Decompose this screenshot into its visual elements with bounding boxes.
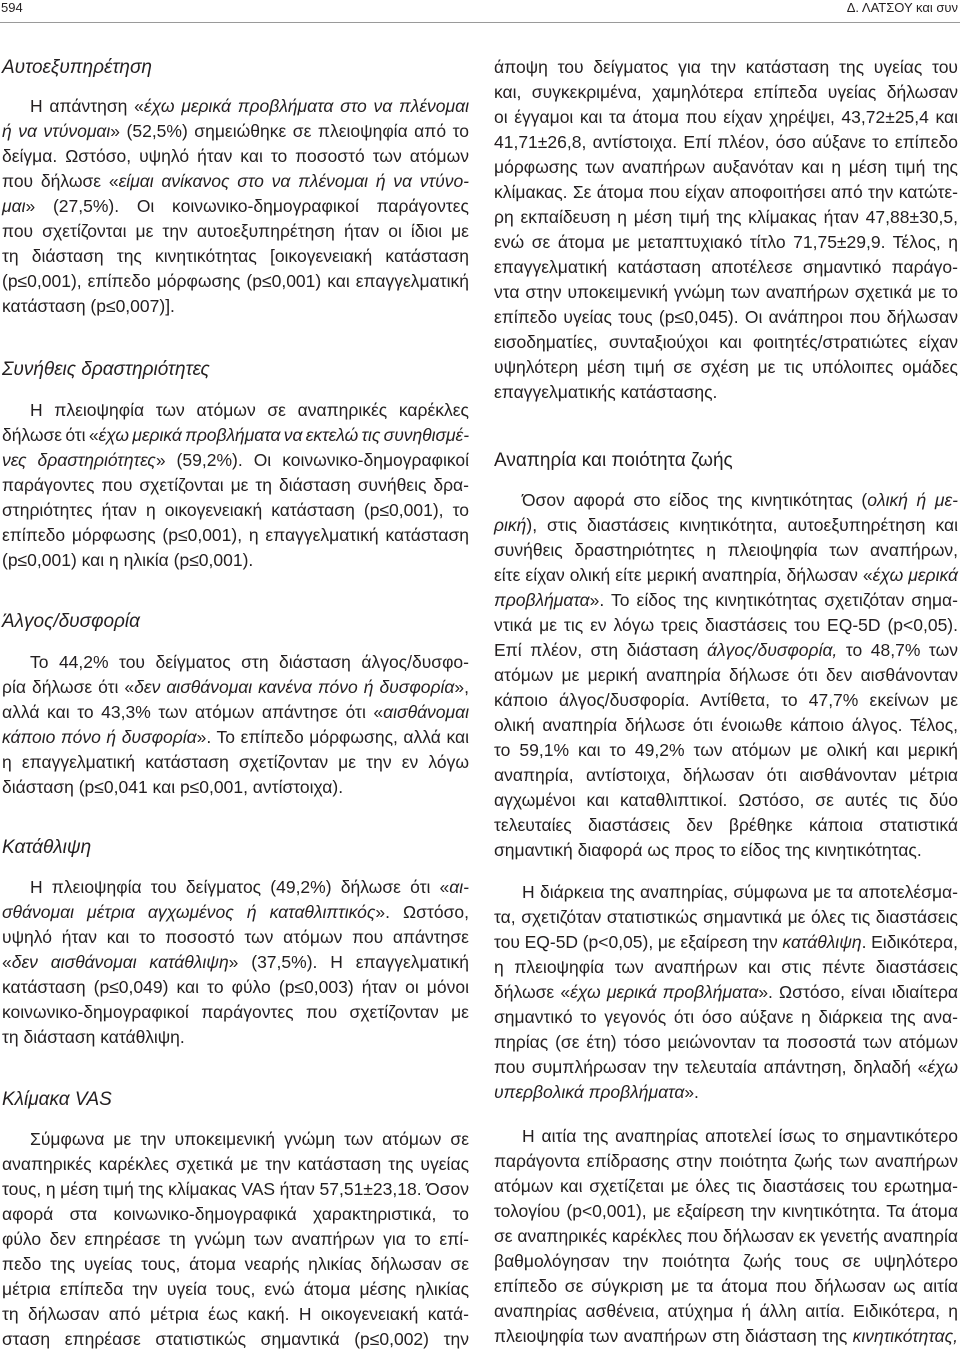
section-heading-disability-quality-of-life: Αναπηρία και ποιότητα ζωής — [494, 450, 733, 471]
line-text: συνήθεις δραστηριότητες η πλειοψηφία των αναπήρων, — [494, 540, 958, 560]
line-text: επίπεδο μόρφωσης (p≤0,001), η επαγγελματική κατάσταση — [2, 525, 469, 545]
line-text: σημαντικό το γεγονός ότι όσο αύξανε η διάρκεια της ανα- — [494, 1007, 958, 1027]
paragraph-vas-continuation — [494, 55, 958, 405]
line-text: εισοδηματίες, συνταξιούχοι και φοιτητές/στρατιώτες είχαν — [494, 332, 958, 352]
section-heading-depression: Κατάθλιψη — [2, 837, 92, 858]
line-text: πηρίας (σε έτη) τόσο μειώνονταν τα ποσοστά των ατόμων — [494, 1032, 958, 1052]
page-number: 594 — [1, 0, 23, 15]
text-line — [494, 1174, 958, 1199]
text-line — [2, 1202, 469, 1227]
text-line — [494, 513, 958, 538]
text-line — [2, 219, 469, 244]
line-text: μέτρια επίπεδα την υγεία τους, ενώ άτομα μέσης ηλικίας — [2, 1279, 469, 1299]
line-text: βαθμολόγησαν την ποιότητα ζωής τους σε υψηλότερο — [494, 1251, 958, 1271]
line-text: επαγγελματική κατάσταση αποτέλεσε σημαντικό παράγο- — [494, 257, 958, 277]
line-text: αλλά και το 43,3% των ατόμων απάντησε ότι «αισθάνομαι — [2, 702, 469, 722]
text-line — [2, 750, 469, 775]
text-line — [2, 775, 469, 800]
section-heading-usual-activities: Συνήθεις δραστηριότητες — [2, 359, 210, 380]
line-text: ρη εκπαίδευση η μέση τιμή της κλίμακας ήταν 47,88±30,5, — [494, 207, 958, 227]
text-line — [2, 875, 469, 900]
line-text: κατάσταση (p≤0,007)]. — [2, 296, 175, 316]
text-line — [494, 105, 958, 130]
line-text: τελευταίες διαστάσεις δεν βρέθηκε κάποια στατιστικά — [494, 815, 958, 835]
text-line — [494, 155, 958, 180]
section-heading-vas-scale: Κλίμακα VAS — [2, 1089, 112, 1110]
text-line — [494, 663, 958, 688]
line-text: νες δραστηριότητες» (59,2%). Οι κοινωνικο-δημογραφικοί — [2, 450, 470, 470]
text-line — [2, 1302, 469, 1327]
paragraph-disability-cause — [494, 1124, 958, 1349]
text-line — [494, 563, 958, 588]
line-text: επαγγελματικής κατάστασης. — [494, 382, 718, 402]
line-text: Το 44,2% του δείγματος στη διάσταση άλγος/δυσφο- — [30, 652, 469, 672]
text-line — [494, 1249, 958, 1274]
section-heading-self-care: Αυτοεξυπηρέτηση — [2, 57, 152, 78]
emphasis-text: ρική — [494, 515, 527, 535]
text-line — [494, 1324, 958, 1349]
line-text: ντα στην υποκειμενική γνώμη των αναπήρων σχετικά με το — [494, 282, 958, 302]
text-line — [494, 763, 958, 788]
emphasis-text: αι- — [449, 877, 469, 897]
emphasis-text: μαι — [2, 196, 26, 216]
text-line — [494, 738, 958, 763]
text-line — [2, 1277, 469, 1302]
text-line — [2, 1025, 469, 1050]
line-text: το 59,1% και το 49,2% των ατόμων με ολική και μερική — [494, 740, 958, 760]
line-text: είτε είχαν ολική είτε μερική αναπηρία, δήλωσαν «έχω μερικά — [494, 565, 958, 585]
text-line — [494, 638, 958, 663]
text-line — [494, 955, 958, 980]
line-text: παράγοντα επίδρασης στην ποιότητα ζωής των αναπήρων — [494, 1151, 958, 1171]
text-line — [494, 838, 958, 863]
text-line — [2, 94, 469, 119]
line-text: προβλήματα». Το είδος της κινητικότητας σχετιζόταν σημα- — [494, 590, 958, 610]
paragraph-self-care — [2, 94, 469, 319]
text-line — [2, 498, 469, 523]
line-text: 41,71±26,8, αντίστοιχα. Επί πλέον, όσο αύξανε το επίπεδο — [494, 132, 958, 152]
text-line — [494, 713, 958, 738]
emphasis-text: έχω μερικά προβλήματα στο να πλένομαι — [143, 96, 469, 116]
text-line — [494, 1274, 958, 1299]
emphasis-text: προβλήματα — [494, 590, 590, 610]
text-line — [494, 1224, 958, 1249]
text-line — [494, 980, 958, 1005]
text-line — [494, 180, 958, 205]
text-line — [2, 925, 469, 950]
emphasis-text: κάποιο πόνο ή δυσφορία — [2, 727, 197, 747]
line-text: πεδο της υγείας τους, άτομα νεαρής ηλικίας δήλωσαν σε — [2, 1254, 469, 1274]
text-line — [494, 355, 958, 380]
emphasis-text: κατάθλιψη — [782, 932, 862, 952]
line-text: ρία δήλωσε ότι «δεν αισθάνομαι κανένα πόνο ή δυσφορία», — [2, 677, 469, 697]
line-text: τα, σχετιζόταν στατιστικώς σημαντικά με όλες τις διαστάσεις — [494, 907, 958, 927]
paragraph-mobility-type — [494, 488, 958, 863]
text-line — [2, 700, 469, 725]
line-text: Επί πλέον, στη διάσταση άλγος/δυσφορία, το 48,7% των — [494, 640, 958, 660]
text-line — [494, 1080, 958, 1105]
text-line — [494, 588, 958, 613]
line-text: κλίμακας. Σε άτομα που είχαν αποφοιτήσει από την κατώτε- — [494, 182, 958, 202]
line-text: τη δήλωσαν από μέτρια έως κακή. Η οικογενειακή κατά- — [2, 1304, 469, 1324]
emphasis-text: άλγος/δυσφορία, — [707, 640, 838, 660]
text-line — [494, 880, 958, 905]
line-text: που συμπλήρωσαν την τελευταία απάντηση, δηλαδή «έχω — [494, 1057, 958, 1077]
line-text: ρική), στις διαστάσεις κινητικότητα, αυτοεξυπηρέτηση και — [494, 515, 958, 535]
line-text: αναπηρία, αντίστοιχα, δήλωσαν ότι αισθάνονταν μέτρια — [494, 765, 958, 785]
text-line — [494, 1005, 958, 1030]
paragraph-vas-scale — [2, 1127, 469, 1352]
text-line — [2, 1152, 469, 1177]
emphasis-text: έχω — [927, 1057, 958, 1077]
line-text: και, συγκεκριμένα, χαμηλότερα επίπεδα υγείας δήλωσαν — [494, 82, 958, 102]
text-line — [2, 1327, 469, 1352]
emphasis-text: έχω μερικά — [872, 565, 958, 585]
line-text: υψηλότερη μέση τιμή σε σχέση με τις υπόλοιπες ομάδες — [494, 357, 958, 377]
text-line — [494, 330, 958, 355]
text-line — [494, 688, 958, 713]
text-line — [2, 398, 469, 423]
line-text: ατόμων και σχετίζεται με όλες τις διαστάσεις του ερωτημα- — [494, 1176, 958, 1196]
line-text: φύλο δεν επηρέασε τη γνώμη των αναπήρων για το επί- — [2, 1229, 469, 1249]
text-line — [2, 473, 469, 498]
line-text: κάποιο πόνο ή δυσφορία». Το επίπεδο μόρφωσης, αλλά και — [2, 727, 470, 747]
line-text: (p≤0,001) και η ηλικία (p≤0,001). — [2, 550, 254, 570]
text-line — [2, 119, 469, 144]
text-line — [494, 55, 958, 80]
emphasis-text: σθάνομαι μέτρια αγχωμένος ή καταθλιπτικός — [2, 902, 376, 922]
section-heading-pain-discomfort: Άλγος/δυσφορία — [2, 611, 140, 632]
line-text: ολική αναπηρία δήλωσε ότι ένοιωθε κάποιο άλγος. Τέλος, — [494, 715, 958, 735]
line-text: μαι» (27,5%). Οι κοινωνικο-δημογραφικοί παράγοντες — [2, 196, 469, 216]
line-text: Η διάρκεια της αναπηρίας, σύμφωνα με τα αποτελέσμα- — [522, 882, 958, 902]
line-text: που δήλωσε «είμαι ανίκανος στο να πλένομαι ή να ντύνο- — [2, 171, 470, 191]
line-text: (p≤0,001), επίπεδο μόρφωσης (p≤0,001) και επαγγελματική — [2, 271, 469, 291]
text-line — [2, 244, 469, 269]
text-line — [2, 725, 469, 750]
text-line — [2, 548, 469, 573]
text-line — [494, 488, 958, 513]
line-text: επίπεδο σε σύγκριση με τα άτομα που δήλωσαν ως αιτία — [494, 1276, 958, 1296]
text-line — [494, 205, 958, 230]
text-line — [494, 538, 958, 563]
emphasis-text: είμαι ανίκανος στο να πλένομαι ή να ντύνο- — [118, 171, 470, 191]
text-line — [2, 169, 469, 194]
text-line — [494, 130, 958, 155]
emphasis-text: δεν αισθάνομαι κατάθλιψη — [11, 952, 229, 972]
emphasis-text: αισθάνομαι — [383, 702, 469, 722]
line-text: αγχωμένοι και καταθλιπτικοί. Ωστόσο, σε αυτές τις δύο — [494, 790, 958, 810]
line-text: μόρφωσης των αναπήρων αυξανόταν και η μέση τιμή της — [494, 157, 958, 177]
line-text: άποψη του δείγματος για την κατάσταση της υγείας του — [494, 57, 958, 77]
text-line — [2, 1227, 469, 1252]
text-line — [494, 1299, 958, 1324]
text-line — [494, 1124, 958, 1149]
line-text: αναπηρικές καρέκλες σχετικά με την κατάσταση της υγείας — [2, 1154, 469, 1174]
line-text: Η απάντηση «έχω μερικά προβλήματα στο να πλένομαι — [30, 96, 469, 116]
text-line — [494, 1149, 958, 1174]
emphasis-text: ή να ντύνομαι — [2, 121, 111, 141]
emphasis-text: νες δραστηριότητες — [2, 450, 156, 470]
text-line — [494, 613, 958, 638]
text-line — [2, 1252, 469, 1277]
paragraph-pain-discomfort — [2, 650, 469, 800]
text-line — [494, 930, 958, 955]
line-text: οι έγγαμοι και τα άτομα που είχαν χηρέψει, 43,72±25,4 και — [494, 107, 958, 127]
text-line — [494, 1199, 958, 1224]
text-line — [494, 380, 958, 405]
text-line — [494, 1055, 958, 1080]
line-text: σθάνομαι μέτρια αγχωμένος ή καταθλιπτικός». Ωστόσο, — [2, 902, 469, 922]
line-text: αφορά στα κοινωνικο-δημογραφικά χαρακτηριστικά, το — [2, 1204, 469, 1224]
line-text: τη διάσταση κατάθλιψη. — [2, 1027, 185, 1047]
emphasis-text: έχω μερικά προβλήματα — [570, 982, 759, 1002]
line-text: διάσταση (p≤0,041 και p≤0,001, αντίστοιχα). — [2, 777, 344, 797]
line-text: ντικά με τις εν λόγω τρεις διαστάσεις του EQ-5D (p<0,05). — [494, 615, 958, 635]
line-text: που σχετίζονται με την αυτοεξυπηρέτηση ήταν οι ίδιοι με — [2, 221, 469, 241]
line-text: σταση επηρέασε στατιστικώς σημαντικά (p≤0,002) την — [2, 1329, 469, 1349]
text-line — [494, 905, 958, 930]
text-line — [494, 305, 958, 330]
text-line — [2, 448, 469, 473]
line-text: Η πλειοψηφία των ατόμων σε αναπηρικές καρέκλες — [30, 400, 469, 420]
line-text: ενώ σε άτομα με μεταπτυχιακό τίτλο 71,75±29,9. Τέλος, η — [494, 232, 958, 252]
text-line — [2, 423, 469, 448]
line-text: αναπηρίας ασθένεια, ατύχημα ή άλλη αιτία. Ειδικότερα, η — [494, 1301, 958, 1321]
line-text: παράγοντες που σχετίζονται με τη διάσταση συνήθεις δρα- — [2, 475, 469, 495]
line-text: Η πλειοψηφία του δείγματος (49,2%) δήλωσε ότι «αι- — [30, 877, 469, 897]
text-line — [494, 230, 958, 255]
line-text: Η αιτία της αναπηρίας αποτελεί ίσως το σημαντικότερο — [522, 1126, 958, 1146]
text-line — [2, 675, 469, 700]
text-line — [2, 1000, 469, 1025]
paragraph-disability-duration — [494, 880, 958, 1105]
line-text: υπερβολικά προβλήματα». — [494, 1082, 699, 1102]
text-line — [494, 280, 958, 305]
left-column — [2, 0, 469, 1356]
line-text: δείγμα. Ωστόσο, υψηλό ήταν και το ποσοστό των ατόμων — [2, 146, 469, 166]
line-text: Σύμφωνα με την υποκειμενική γνώμη των ατόμων σε — [30, 1129, 469, 1149]
line-text: επίπεδο υγείας τους (p≤0,045). Οι ανάπηροι που δήλωσαν — [494, 307, 958, 327]
text-line — [2, 975, 469, 1000]
line-text: πλειοψηφία των αναπήρων στη διάσταση της κινητικότητας, — [494, 1326, 958, 1346]
emphasis-text: δεν αισθάνομαι κανένα πόνο ή δυσφορία — [134, 677, 455, 697]
line-text: δήλωσε ότι «έχω μερικά προβλήματα να εκτελώ τις συνηθισμέ- — [2, 425, 469, 445]
text-line — [494, 1030, 958, 1055]
text-line — [2, 650, 469, 675]
emphasis-text: κινητικότητας, — [852, 1326, 958, 1346]
right-column — [494, 0, 958, 1356]
line-text: τολογίου (p<0,001), με εξαίρεση την κινητικότητα. Τα άτομα — [494, 1201, 958, 1221]
text-line — [2, 194, 469, 219]
line-text: «δεν αισθάνομαι κατάθλιψη» (37,5%). Η επαγγελματική — [2, 952, 469, 972]
running-title: Δ. ΛΑΤΣΟΥ και συν — [846, 0, 958, 15]
line-text: του EQ-5D (p<0,05), με εξαίρεση την κατάθλιψη. Ειδικότερα, — [494, 932, 958, 952]
line-text: Όσον αφορά στο είδος της κινητικότητας (ολική ή με- — [522, 490, 958, 510]
line-text: σε αναπηρικές καρέκλες που δήλωσαν εκ γενετής αναπηρία — [494, 1226, 958, 1246]
emphasis-text: ολική ή με- — [867, 490, 958, 510]
text-line — [494, 813, 958, 838]
line-text: στηριότητες ήταν η οικογενειακή κατάσταση (p≤0,001), το — [2, 500, 469, 520]
text-line — [2, 294, 469, 319]
line-text: τους, η μέση τιμή της κλίμακας VAS ήταν 57,51±23,18. Όσον — [2, 1179, 469, 1199]
emphasis-text: έχω μερικά προβλήματα να εκτελώ τις συνηθισμέ- — [98, 425, 469, 445]
paragraph-usual-activities — [2, 398, 469, 573]
line-text: ατόμων με μερική αναπηρία δήλωσε ότι δεν αισθάνονταν — [494, 665, 958, 685]
text-line — [494, 788, 958, 813]
emphasis-text: υπερβολικά προβλήματα — [494, 1082, 685, 1102]
text-line — [2, 523, 469, 548]
paragraph-depression — [2, 875, 469, 1050]
line-text: δήλωσε «έχω μερικά προβλήματα». Ωστόσο, είναι ιδιαίτερα — [494, 982, 959, 1002]
line-text: κατάσταση (p≤0,049) και το φύλο (p≤0,003) ήταν οι μόνοι — [2, 977, 469, 997]
text-line — [2, 269, 469, 294]
text-line — [2, 950, 469, 975]
text-line — [2, 1177, 469, 1202]
text-line — [2, 900, 469, 925]
line-text: κοινωνικο-δημογραφικοί παράγοντες που σχετίζονταν με — [2, 1002, 469, 1022]
text-line — [494, 255, 958, 280]
line-text: σημαντική διαφορά ως προς το είδος της κινητικότητας. — [494, 840, 922, 860]
line-text: η πλειοψηφία των αναπήρων και στις πέντε διαστάσεις — [494, 957, 958, 977]
text-line — [494, 80, 958, 105]
line-text: ή να ντύνομαι» (52,5%) σημειώθηκε σε πλειοψηφία από το — [2, 121, 469, 141]
text-line — [2, 1127, 469, 1152]
line-text: υψηλό ήταν και το ποσοστό των ατόμων που απάντησε — [2, 927, 469, 947]
line-text: τη διάσταση της κινητικότητας [οικογενειακή κατάσταση — [2, 246, 469, 266]
line-text: η επαγγελματική κατάσταση σχετίζονταν με την εν λόγω — [2, 752, 469, 772]
line-text: κάποιο άλγος/δυσφορία. Αντίθετα, το 47,7% εκείνων με — [494, 690, 958, 710]
text-line — [2, 144, 469, 169]
